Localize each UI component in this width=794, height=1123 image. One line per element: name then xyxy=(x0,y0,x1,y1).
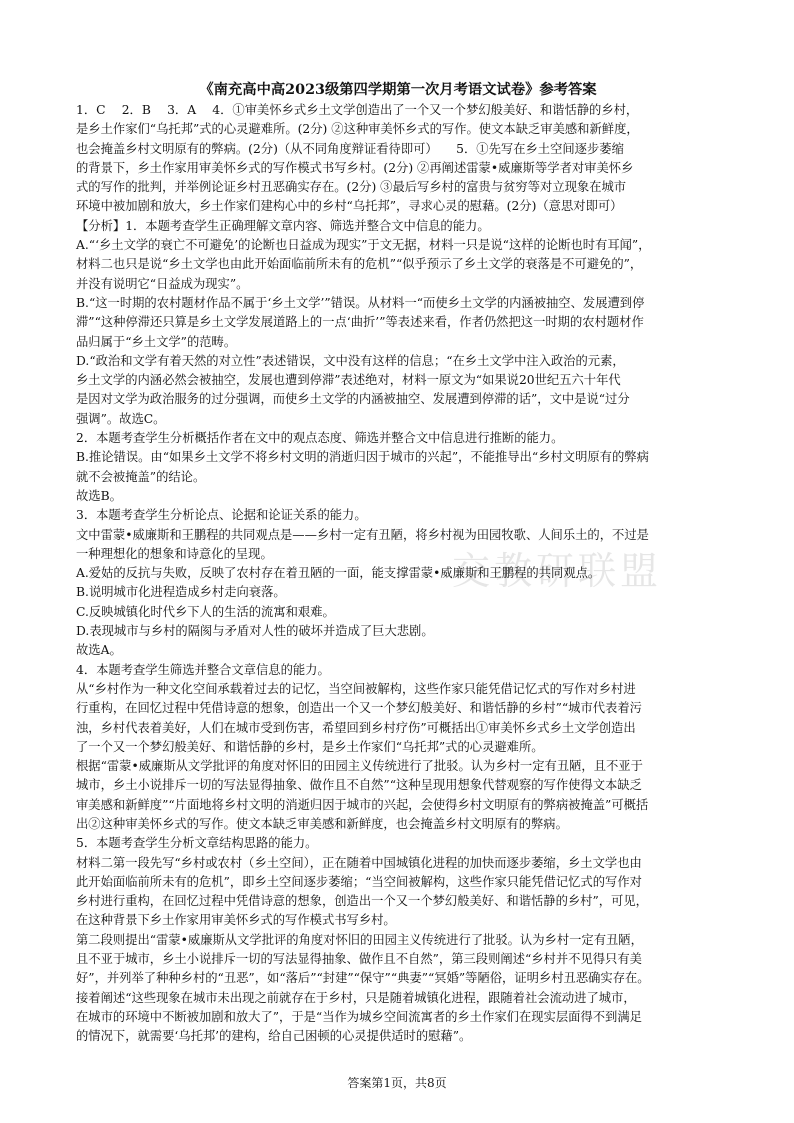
text-line: D.“政治和文学有着天然的对立性”表述错误，文中没有这样的信息；“在乡土文学中注入政治的元素， xyxy=(76,353,625,368)
text-line: 城市，乡土小说排斥一切的写法显得抽象、做作且不自然”“这种呈现用想象代替观察的写作使得文本缺乏 xyxy=(76,778,642,793)
page-footer: 答案第1页，共8页 xyxy=(347,1076,447,1090)
text-line: 【分析】1．本题考查学生正确理解文章内容、筛选并整合文中信息的能力。 xyxy=(76,218,490,233)
text-line: 的情况下，就需要‘乌托邦’的建构，给自己困顿的心灵提供适时的慰藉”。 xyxy=(76,1029,472,1044)
text-line: 材料二第一段先写“乡村或农村（乡土空间），正在随着中国城镇化进程的加快而逐步萎缩，乡土文学也由 xyxy=(76,855,642,870)
text-line: 乡土文学的内涵必然会被抽空，发展也遭到停滞”表述绝对，材料一原文为“如果说20世纪五六十年代 xyxy=(76,373,621,388)
text-line: 4．本题考查学生筛选并整合文章信息的能力。 xyxy=(76,662,330,677)
text-line: 环境中被加剧和放大，乡土作家们建构心中的乡村“乌托邦”，寻求心灵的慰藉。(2分)（意思对即可） xyxy=(76,199,623,214)
text-line: B.说明城市化进程造成乡村走向衰落。 xyxy=(76,585,286,600)
text-line: 并没有说明它“日益成为现实”。 xyxy=(76,276,249,291)
text-line: 强调”。故选C。 xyxy=(76,411,166,426)
text-line: 且不亚于城市，乡土小说排斥一切的写法显得抽象、做作且不自然”，第三段则阐述“乡村并不见得只有美 xyxy=(76,952,642,967)
text-line: 就不会被掩盖”的结论。 xyxy=(76,469,206,484)
text-line: C.反映城镇化时代乡下人的生活的流寓和艰难。 xyxy=(76,604,335,619)
text-line: 乡村进行重构，在回忆过程中凭借诗意的想象，创造出一个又一个梦幻般美好、和谐恬静的乡村”，可见， xyxy=(76,894,648,909)
text-line: 好”，并列举了种种乡村的“丑恶”，如“落后”“封建”“保守”“典妻”“冥婚”等陋俗，证明乡村丑恶确实存在。 xyxy=(76,971,650,986)
text-line: 行重构，在回忆过程中凭借诗意的想象，创造出一个又一个梦幻般美好、和谐恬静的乡村”“城市代表着污 xyxy=(76,701,642,716)
text-line: 在城市的环境中不断被加剧和放大了”，于是“当作为城乡空间流寓者的乡土作家们在现实层面得不到满足 xyxy=(76,1009,642,1024)
text-line: 也会掩盖乡村文明原有的弊病。(2分)（从不同角度辩证看待即可） 5．①先写在乡土空间逐步萎缩 xyxy=(76,141,624,156)
answer-page xyxy=(76,80,720,1047)
text-line: 滞”“这种停滞还只算是乡土文学发展道路上的一点‘曲折’”等表述来看，作者仍然把这一时期的农村题材作 xyxy=(76,315,644,330)
text-line: 文中雷蒙•威廉斯和王鹏程的共同观点是——乡村一定有丑陋，将乡村视为田园牧歌、人间乐土的，不过是 xyxy=(76,527,649,542)
text-line: D.表现城市与乡村的隔阂与矛盾对人性的破坏并造成了巨大悲剧。 xyxy=(76,624,434,639)
text-line: 出②这种审美怀乡式的写作。使文本缺乏审美感和新鲜度，也会掩盖乡村文明原有的弊病。 xyxy=(76,816,568,831)
text-line: 此开始面临前所未有的危机”，即乡土空间逐步萎缩；“当空间被解构，这些作家只能凭借记忆式的写作对 xyxy=(76,874,642,889)
watermark-text: 交教研联盟 xyxy=(452,549,663,593)
text-line: 式的写作的批判，并举例论证乡村丑恶确实存在。(2分) ③最后写乡村的富贵与贫穷等对立现象在城市 xyxy=(76,180,627,195)
text-line: 第二段则提出“雷蒙•威廉斯从文学批评的角度对怀旧的田园主义传统进行了批驳。认为乡村一定有丑陋， xyxy=(76,932,643,947)
text-line: 2．本题考查学生分析概括作者在文中的观点态度、筛选并整合文中信息进行推断的能力。 xyxy=(76,431,564,446)
text-line: 3．本题考查学生分析论点、论据和论证关系的能力。 xyxy=(76,508,367,523)
text-line: 是乡土作家们“乌托邦”式的心灵避难所。(2分) ②这种审美怀乡式的写作。使文本缺乏审美感和新鲜度， xyxy=(76,122,639,137)
text-line: 了一个又一个梦幻般美好、和谐恬静的乡村，是乡土作家们“乌托邦”式的心灵避难所。 xyxy=(76,739,544,754)
text-line: 故选A。 xyxy=(76,643,122,658)
text-line: 从“乡村作为一种文化空间承载着过去的记忆，当空间被解构，这些作家只能凭借记忆式的写作对乡村进 xyxy=(76,681,636,696)
text-line: 1．C 2．B 3．A 4．①审美怀乡式乡土文学创造出了一个又一个梦幻般美好、和谐恬静的乡村， xyxy=(76,103,639,117)
answer-body xyxy=(76,101,720,1047)
text-line: 故选B。 xyxy=(76,488,122,503)
text-line: 浊，乡村代表着美好，人们在城市受到伤害，希望回到乡村疗伤”可概括出①审美怀乡式乡土文学创造出 xyxy=(76,720,636,735)
text-line: 是因对文学为政治服务的过分强调，而使乡土文学的内涵被抽空、发展遭到停滞的话”，文中是说“过分 xyxy=(76,392,630,407)
text-line: 接着阐述“这些现象在城市未出现之前就存在于乡村，只是随着城镇化进程，跟随着社会流动进了城市， xyxy=(76,990,636,1005)
text-line: A.“‘乡土文学的衰亡不可避免’的论断也日益成为现实”于文无据，材料一只是说“这样的论断也时有耳闻”， xyxy=(76,238,651,253)
text-line: 材料二也只是说“乡土文学也由此开始面临前所未有的危机”“似乎预示了乡土文学的衰落是不可避免的”， xyxy=(76,257,643,272)
text-line: A.爱姑的反抗与失败，反映了农村存在着丑陋的一面，能支撑雷蒙•威廉斯和王鹏程的共同观点。 xyxy=(76,566,601,581)
page-title: 《南充高中高2023级第四学期第一次月考语文试卷》参考答案 xyxy=(199,82,597,98)
text-line: 的背景下，乡土作家用审美怀乡式的写作模式书写乡村。(2分) ②再阐述雷蒙•威廉斯等学者对审美怀乡 xyxy=(76,160,634,175)
text-line: 根据“雷蒙•威廉斯从文学批评的角度对怀旧的田园主义传统进行了批驳。认为乡村一定有丑陋，且不亚于 xyxy=(76,759,643,774)
text-line: 5．本题考查学生分析文章结构思路的能力。 xyxy=(76,836,318,851)
text-line: 一种理想化的想象和诗意化的呈现。 xyxy=(76,546,273,561)
text-line: B.“这一时期的农村题材作品不属于‘乡土文学’”错误。从材料一“而使乡土文学的内涵被抽空、发展遭到停 xyxy=(76,295,645,310)
text-line: 在这种背景下乡土作家用审美怀乡式的写作模式书写乡村。 xyxy=(76,913,396,928)
text-line: 品归属于“乡土文学”的范畴。 xyxy=(76,334,237,349)
text-line: 审美感和新鲜度”“片面地将乡村文明的消逝归因于城市的兴起，会使得乡村文明原有的弊病被掩盖”可概括 xyxy=(76,797,649,812)
text-line: B.推论错误。由“如果乡土文学不将乡村文明的消逝归因于城市的兴起”，不能推导出“乡村文明原有的弊病 xyxy=(76,450,649,465)
